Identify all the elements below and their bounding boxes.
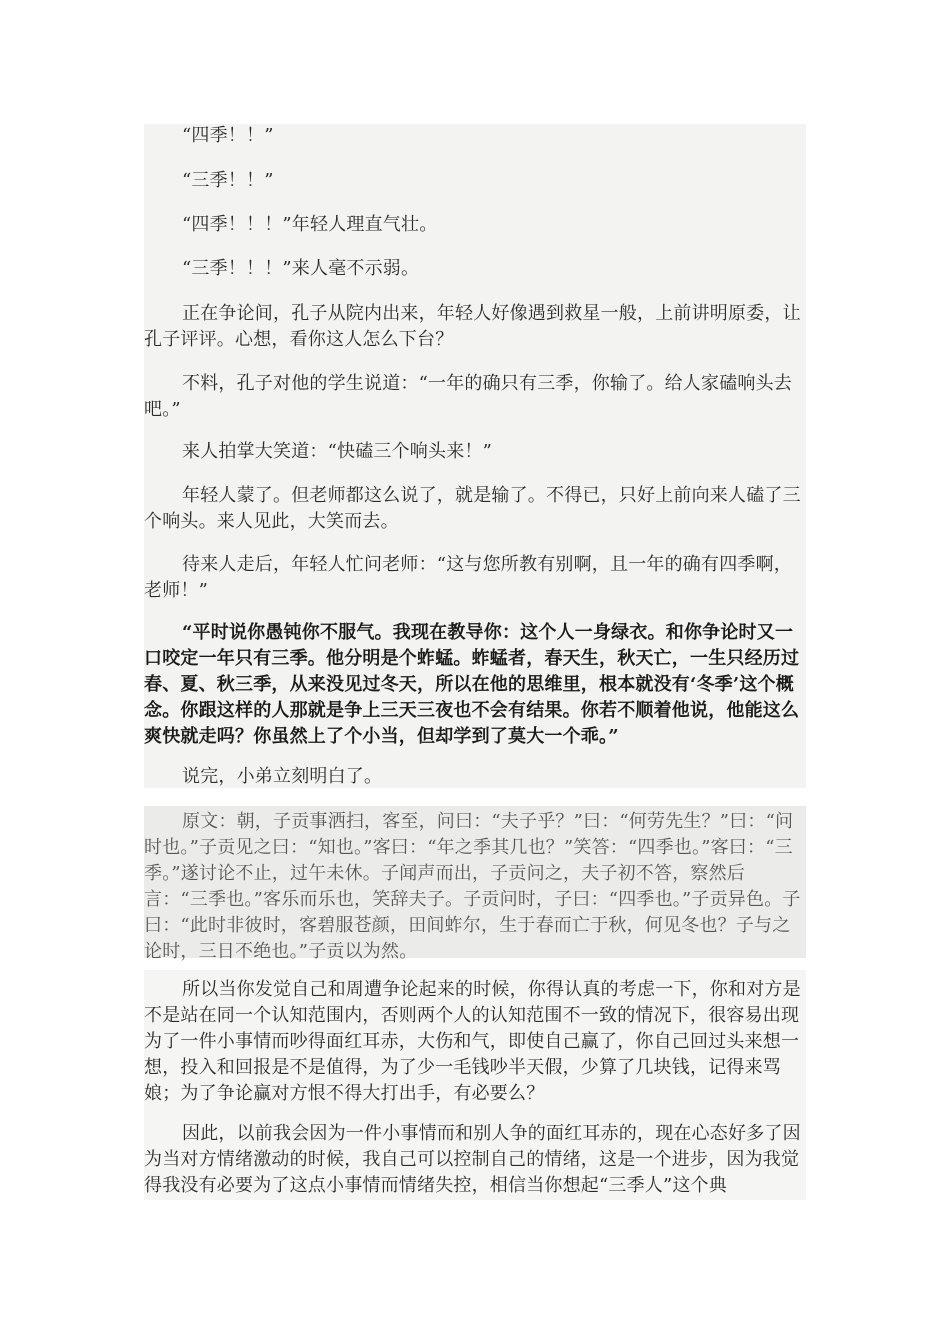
paragraph-student-kowtows: 年轻人蒙了。但老师都这么说了，就是输了。不得已，只好上前向来人磕了三个响头。来人见此，大笑而去。	[144, 485, 801, 532]
paragraph-conclusion: 说完，小弟立刻明白了。	[182, 766, 383, 787]
dialogue-line-1: “四季！！”	[182, 125, 274, 146]
story-section	[144, 124, 806, 788]
paragraph-confucius-arrives: 正在争论间，孔子从院内出来，年轻人好像遇到救星一般，上前讲明原委，让孔子评评。心想，看你这人怎么下台？	[144, 303, 801, 350]
reflection-section	[144, 970, 806, 1200]
paragraph-visitor-laughs: 来人拍掌大笑道：“快磕三个响头来！”	[182, 441, 493, 462]
dialogue-line-2: “三季！！”	[182, 170, 274, 191]
paragraph-student-asks: 待来人走后，年轻人忙问老师：“这与您所教有别啊，且一年的确有四季啊，老师！”	[144, 554, 792, 601]
reflection-paragraph-1: 所以当你发觉自己和周遭争论起来的时候，你得认真的考虑一下，你和对方是不是站在同一个认知范围内，否则两个人的认知范围不一致的情况下，很容易出现为了一件小事情而吵得面红耳赤，大伤和气，即使自己赢了，你自己回过头来想一想，投入和回报是不是值得，为了少一毛钱吵半天假，少算了几块钱，记得来骂娘；为了争论赢对方恨不得大打出手，有必要么？	[144, 979, 801, 1104]
original-text-section	[144, 806, 806, 962]
dialogue-line-4: “三季！！！”来人毫不示弱。	[182, 258, 420, 279]
reflection-paragraph-2: 因此，以前我会因为一件小事情而和别人争的面红耳赤的，现在心态好多了因为当对方情绪激动的时候，我自己可以控制自己的情绪，这是一个进步，因为我觉得我没有必要为了这点小事情而情绪失控，相信当你想起“三季人”这个典	[144, 1123, 801, 1196]
paragraph-confucius-explains: “平时说你愚钝你不服气。我现在教导你：这个人一身绿衣。和你争论时又一口咬定一年只有三季。他分明是个蚱蜢。蚱蜢者，春天生，秋天亡，一生只经历过春、夏、秋三季，从来没见过冬天，所以在他的思维里，根本就没有‘冬季’这个概念。你跟这样的人那就是争上三天三夜也不会有结果。你若不顺着他说，他能这么爽快就走吗？你虽然上了个小当，但却学到了莫大一个乖。”	[144, 622, 800, 747]
paragraph-confucius-verdict: 不料，孔子对他的学生说道：“一年的确只有三季，你输了。给人家磕响头去吧。”	[144, 373, 792, 420]
dialogue-line-3: “四季！！！”年轻人理直气壮。	[182, 214, 438, 235]
original-classical-text: 原文：朝，子贡事洒扫，客至，问曰：“夫子乎？”曰：“何劳先生？”曰：“问时也。”子贡见之曰：“知也。”客曰：“年之季其几也？”笑答：“四季也。”客曰：“三季。”遂讨论不止，过午未休。子闻声而出，子贡问之，夫子初不答，察然后言：“三季也。”客乐而乐也，笑辞夫子。子贡问时，子曰：“四季也。”子贡异色。子曰：“此时非彼时，客碧服苍颜，田间蚱尔，生于春而亡于秋，何见冬也？子与之论时，三日不绝也。”子贡以为然。	[144, 811, 801, 962]
